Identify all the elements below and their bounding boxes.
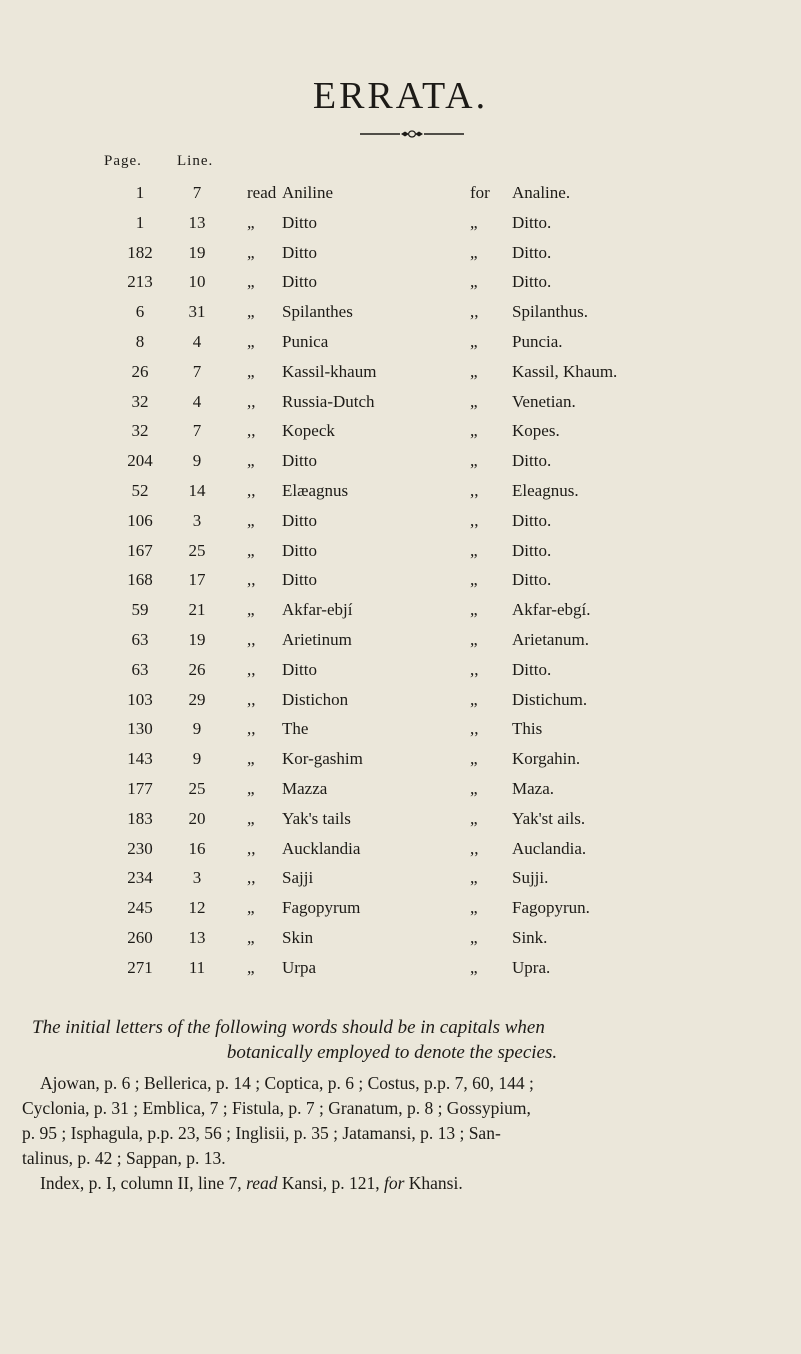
- for-word: „: [470, 928, 478, 947]
- errata-row: [0, 660, 801, 690]
- line-number: 13: [188, 928, 206, 947]
- line-number: 4: [192, 391, 202, 411]
- page-number: 168: [127, 570, 153, 590]
- corrected-text: Sujji.: [512, 868, 549, 888]
- incorrect-text: Sajji: [282, 868, 314, 888]
- incorrect-text: Kassil-khaum: [282, 361, 377, 381]
- incorrect-text: Aniline: [282, 183, 333, 202]
- corrected-text: Spilanthus.: [512, 302, 589, 322]
- line-number: 3: [192, 868, 202, 888]
- line-number: 4: [192, 332, 202, 351]
- page-number: 8: [135, 332, 145, 351]
- line-number: 12: [188, 898, 206, 918]
- for-word: „: [470, 212, 478, 232]
- incorrect-text: Akfar-ebjí: [282, 600, 353, 620]
- errata-row: [0, 481, 801, 511]
- for-word: ,,: [470, 481, 479, 500]
- for-word: „: [470, 779, 478, 798]
- incorrect-text: Urpa: [282, 957, 316, 977]
- corrected-text: Fagopyrun.: [512, 898, 590, 918]
- page-number: 230: [127, 838, 153, 858]
- incorrect-text: Distichon: [282, 689, 349, 709]
- errata-row: [0, 541, 801, 571]
- notice-line-1: The initial letters of the following words should be in capitals when: [32, 1017, 545, 1038]
- page-number: 245: [127, 898, 153, 918]
- errata-row: [0, 898, 801, 928]
- incorrect-text: Russia-Dutch: [282, 391, 375, 411]
- incorrect-text: Ditto: [282, 451, 317, 471]
- read-word: „: [247, 779, 255, 798]
- errata-row: [0, 958, 801, 988]
- line-number: 10: [188, 272, 206, 292]
- errata-row: [0, 243, 801, 273]
- line-number: 25: [188, 779, 206, 798]
- corrected-text: Puncia.: [512, 332, 563, 351]
- corrected-text: Venetian.: [512, 391, 576, 411]
- index-wrong: Kansi, p. 121,: [281, 1173, 380, 1193]
- read-word: „: [247, 272, 255, 292]
- for-word: „: [470, 898, 478, 918]
- page-number: 63: [131, 659, 149, 679]
- errata-row: [0, 392, 801, 422]
- corrected-text: Analine.: [512, 183, 571, 202]
- for-word: „: [470, 391, 478, 411]
- species-paragraph: [22, 1071, 792, 1171]
- page-number: 63: [131, 630, 149, 649]
- line-number: 9: [192, 719, 202, 739]
- errata-row: [0, 570, 801, 600]
- line-number: 7: [192, 361, 202, 381]
- read-word: „: [247, 928, 255, 947]
- corrected-text: Arietanum.: [512, 630, 589, 649]
- page-number: 143: [127, 749, 153, 769]
- errata-row: [0, 779, 801, 809]
- for-word: ,,: [470, 302, 479, 322]
- page-number: 213: [127, 272, 153, 292]
- read-word: „: [247, 600, 255, 620]
- corrected-text: This: [512, 719, 543, 739]
- page-number: 167: [127, 540, 153, 560]
- index-read-word: read: [246, 1173, 278, 1193]
- corrected-text: Maza.: [512, 779, 555, 798]
- read-word: read: [247, 183, 277, 202]
- line-number: 25: [188, 540, 206, 560]
- errata-row: [0, 183, 801, 213]
- page-number: 32: [131, 421, 149, 441]
- incorrect-text: Spilanthes: [282, 302, 353, 322]
- read-word: ,,: [247, 719, 256, 739]
- incorrect-text: Aucklandia: [282, 838, 361, 858]
- errata-row: [0, 421, 801, 451]
- corrected-text: Ditto.: [512, 540, 552, 560]
- index-prefix: Index, p. I, column II, line 7,: [40, 1173, 242, 1193]
- line-number: 13: [188, 212, 206, 232]
- incorrect-text: Elæagnus: [282, 481, 349, 500]
- errata-row: [0, 868, 801, 898]
- line-number: 9: [192, 451, 202, 471]
- read-word: „: [247, 749, 255, 769]
- corrected-text: Upra.: [512, 957, 551, 977]
- line-number: 21: [188, 600, 206, 620]
- read-word: ,,: [247, 689, 256, 709]
- line-number: 31: [188, 302, 206, 322]
- for-word: ,,: [470, 838, 479, 858]
- notice-line-2: botanically employed to denote the species.: [226, 1042, 558, 1063]
- for-word: for: [470, 183, 490, 202]
- errata-row: [0, 928, 801, 958]
- incorrect-text: Fagopyrum: [282, 898, 361, 918]
- read-word: „: [247, 540, 255, 560]
- incorrect-text: Kor-gashim: [282, 749, 363, 769]
- for-word: „: [470, 242, 478, 262]
- corrected-text: Distichum.: [512, 689, 588, 709]
- read-word: „: [247, 898, 255, 918]
- page-number: 106: [127, 510, 153, 530]
- page-number: 6: [135, 302, 145, 322]
- incorrect-text: Skin: [282, 928, 314, 947]
- page-number: 234: [127, 868, 153, 888]
- incorrect-text: Ditto: [282, 212, 317, 232]
- paragraph-line-3: p. 95 ; Isphagula, p.p. 23, 56 ; Inglisii, p. 35 ; Jatamansi, p. 13 ; San-: [22, 1123, 501, 1143]
- line-number: 19: [188, 630, 206, 649]
- for-word: „: [470, 570, 478, 590]
- line-number: 20: [188, 808, 206, 828]
- incorrect-text: Ditto: [282, 570, 317, 590]
- read-word: ,,: [247, 630, 256, 649]
- incorrect-text: Ditto: [282, 272, 317, 292]
- errata-row: [0, 362, 801, 392]
- for-word: „: [470, 272, 478, 292]
- errata-row: [0, 690, 801, 720]
- incorrect-text: Ditto: [282, 510, 317, 530]
- read-word: „: [247, 212, 255, 232]
- incorrect-text: The: [282, 719, 309, 739]
- errata-row: [0, 511, 801, 541]
- incorrect-text: Mazza: [282, 779, 328, 798]
- page-number: 271: [127, 957, 153, 977]
- corrected-text: Yak'st ails.: [512, 808, 586, 828]
- corrected-text: Auclandia.: [512, 838, 587, 858]
- errata-row: [0, 749, 801, 779]
- errata-row: [0, 839, 801, 869]
- page-number: 52: [131, 481, 149, 500]
- read-word: ,,: [247, 570, 256, 590]
- corrected-text: Kopes.: [512, 421, 560, 441]
- page-title: ERRATA.: [312, 75, 489, 117]
- for-word: „: [470, 451, 478, 471]
- for-word: „: [470, 361, 478, 381]
- line-number: 17: [188, 570, 206, 590]
- for-word: „: [470, 957, 478, 977]
- page-number: 260: [127, 928, 153, 947]
- errata-row: [0, 332, 801, 362]
- for-word: „: [470, 600, 478, 620]
- read-word: „: [247, 242, 255, 262]
- page-number: 1: [135, 183, 145, 202]
- paragraph-line-1: Ajowan, p. 6 ; Bellerica, p. 14 ; Coptica, p. 6 ; Costus, p.p. 7, 60, 144 ;: [40, 1073, 534, 1093]
- corrected-text: Ditto.: [512, 570, 552, 590]
- errata-row: [0, 213, 801, 243]
- for-word: „: [470, 689, 478, 709]
- line-number: 11: [188, 957, 206, 977]
- corrected-text: Akfar-ebgí.: [512, 600, 591, 620]
- index-for-word: for: [383, 1173, 405, 1193]
- incorrect-text: Ditto: [282, 540, 317, 560]
- incorrect-text: Yak's tails: [282, 808, 351, 828]
- page-number: 130: [127, 719, 153, 739]
- for-word: ,,: [470, 510, 479, 530]
- errata-row: [0, 719, 801, 749]
- read-word: ,,: [247, 838, 256, 858]
- line-number: 16: [188, 838, 206, 858]
- corrected-text: Ditto.: [512, 659, 552, 679]
- corrected-text: Ditto.: [512, 272, 552, 292]
- line-number: 19: [188, 242, 206, 262]
- line-number: 7: [192, 183, 202, 202]
- read-word: ,,: [247, 421, 256, 441]
- corrected-text: Kassil, Khaum.: [512, 361, 618, 381]
- for-word: „: [470, 808, 478, 828]
- incorrect-text: Punica: [282, 332, 329, 351]
- line-number: 14: [188, 481, 206, 500]
- read-word: „: [247, 302, 255, 322]
- incorrect-text: Ditto: [282, 242, 317, 262]
- page-number: 1: [135, 212, 145, 232]
- index-right: Khansi.: [408, 1173, 463, 1193]
- page-number: 59: [131, 600, 149, 620]
- corrected-text: Ditto.: [512, 451, 552, 471]
- paragraph-line-2: Cyclonia, p. 31 ; Emblica, 7 ; Fistula, p. 7 ; Granatum, p. 8 ; Gossypium,: [22, 1098, 531, 1118]
- page-number: 182: [127, 242, 153, 262]
- for-word: ,,: [470, 719, 479, 739]
- corrected-text: Eleagnus.: [512, 481, 579, 500]
- for-word: „: [470, 540, 478, 560]
- line-number: 9: [192, 749, 202, 769]
- incorrect-text: Kopeck: [282, 421, 335, 441]
- errata-row: [0, 451, 801, 481]
- read-word: ,,: [247, 659, 256, 679]
- incorrect-text: Arietinum: [282, 630, 352, 649]
- line-number: 7: [192, 421, 202, 441]
- read-word: ,,: [247, 868, 256, 888]
- page-number: 204: [127, 451, 153, 471]
- page-number: 103: [127, 689, 153, 709]
- for-word: „: [470, 630, 478, 649]
- page-number: 26: [131, 361, 149, 381]
- corrected-text: Korgahin.: [512, 749, 581, 769]
- read-word: ,,: [247, 391, 256, 411]
- incorrect-text: Ditto: [282, 659, 317, 679]
- for-word: „: [470, 868, 478, 888]
- errata-row: [0, 302, 801, 332]
- for-word: „: [470, 421, 478, 441]
- page-number: 183: [127, 808, 153, 828]
- corrected-text: Ditto.: [512, 510, 552, 530]
- errata-row: [0, 600, 801, 630]
- errata-row: [0, 630, 801, 660]
- line-number: 26: [188, 659, 206, 679]
- capitals-notice: [32, 1015, 792, 1065]
- corrected-text: Sink.: [512, 928, 548, 947]
- header-page: Page.: [104, 153, 142, 169]
- for-word: „: [470, 749, 478, 769]
- read-word: „: [247, 451, 255, 471]
- read-word: ,,: [247, 481, 256, 500]
- line-number: 29: [188, 689, 206, 709]
- paragraph-line-4: talinus, p. 42 ; Sappan, p. 13.: [22, 1148, 226, 1168]
- errata-row: [0, 809, 801, 839]
- read-word: „: [247, 808, 255, 828]
- ornament-divider: [360, 129, 464, 139]
- read-word: „: [247, 957, 255, 977]
- page-number: 32: [131, 391, 149, 411]
- page-number: 177: [127, 779, 153, 798]
- read-word: „: [247, 332, 255, 351]
- line-number: 3: [192, 510, 202, 530]
- read-word: „: [247, 510, 255, 530]
- corrected-text: Ditto.: [512, 212, 552, 232]
- for-word: „: [470, 332, 478, 351]
- for-word: ,,: [470, 659, 479, 679]
- corrected-text: Ditto.: [512, 242, 552, 262]
- header-line: Line.: [177, 153, 214, 169]
- read-word: „: [247, 361, 255, 381]
- index-correction: [22, 1171, 792, 1196]
- errata-row: [0, 272, 801, 302]
